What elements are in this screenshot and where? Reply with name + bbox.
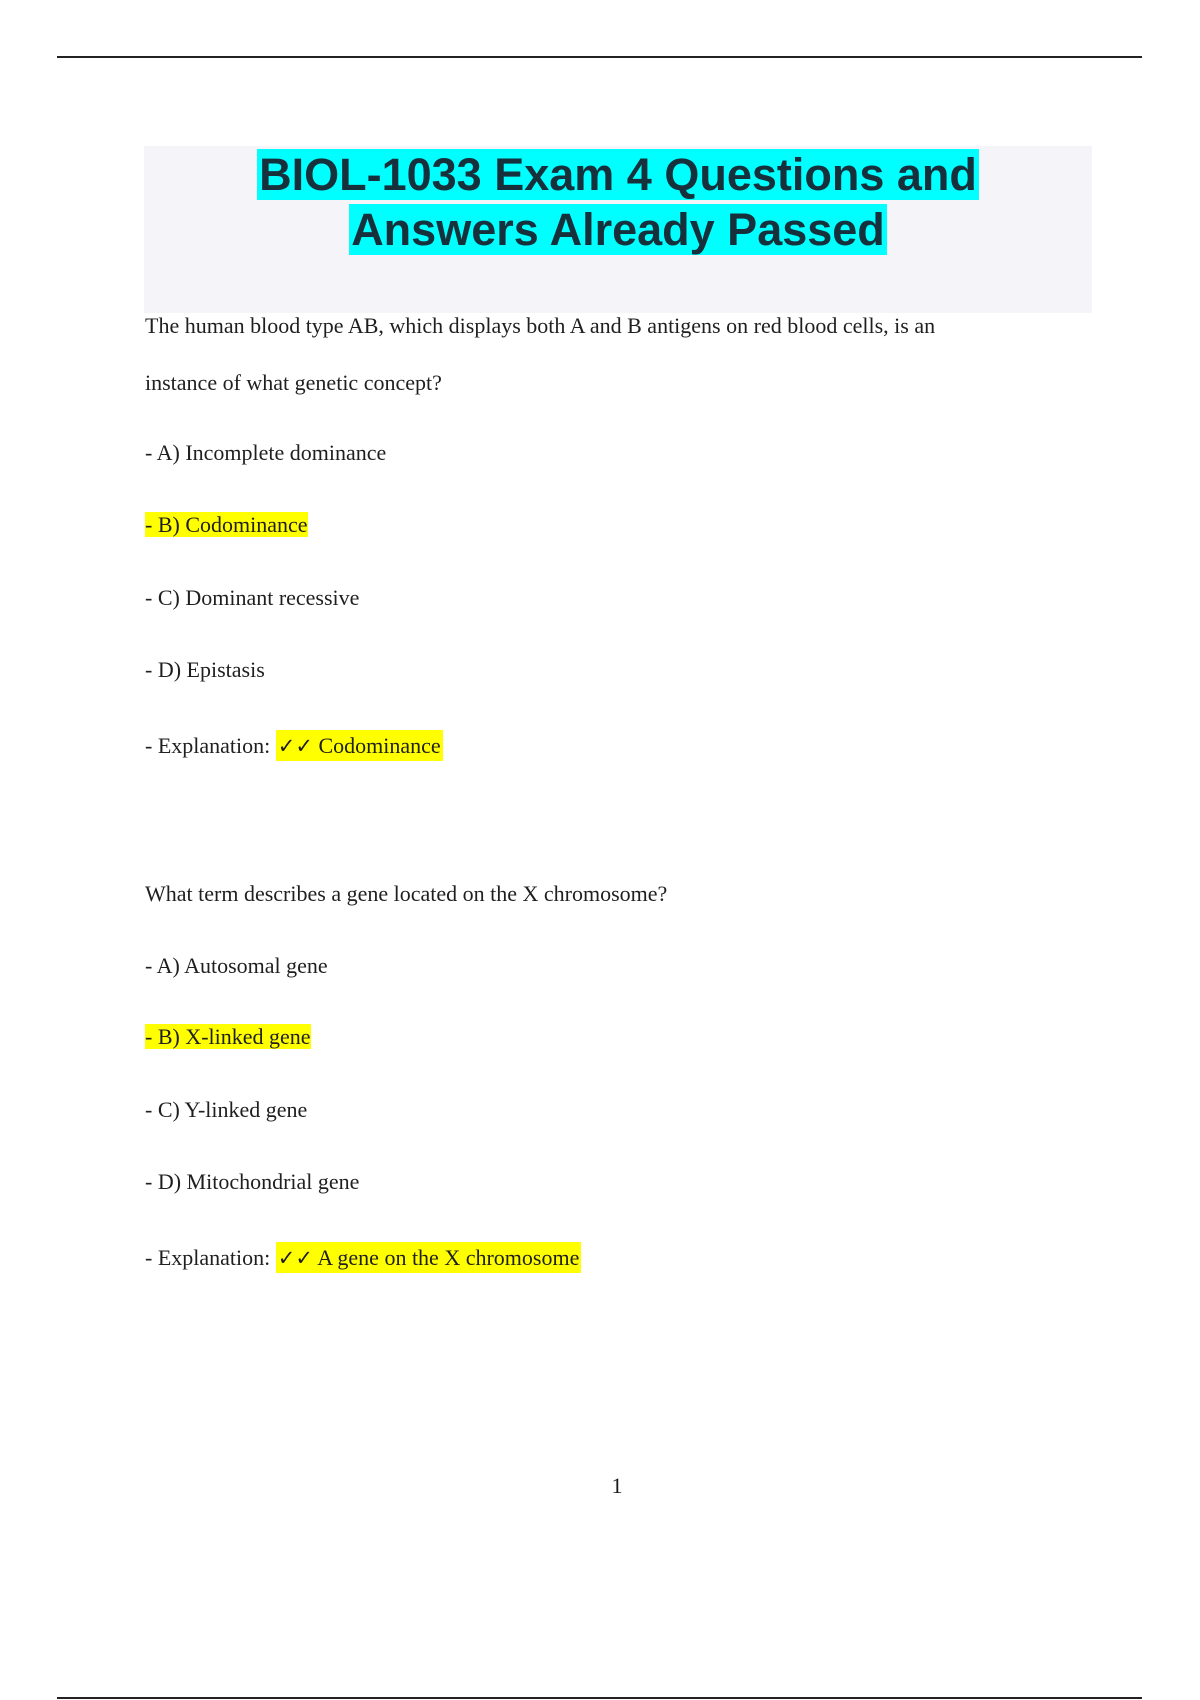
correct-answer-highlight: - B) Codominance [145, 512, 308, 537]
top-rule [57, 56, 1142, 58]
double-check-icon: ✓✓ [277, 1246, 313, 1270]
question-2-option-d: - D) Mitochondrial gene [145, 1169, 360, 1194]
correct-answer-highlight: - B) X-linked gene [145, 1024, 311, 1049]
question-2-option-a: - A) Autosomal gene [145, 953, 328, 978]
question-1-prompt-line-2: instance of what genetic concept? [145, 370, 442, 395]
explanation-label: - Explanation: [145, 733, 276, 758]
page-number: 1 [611, 1473, 623, 1498]
title-banner [144, 146, 1092, 313]
question-2-option-b-correct [145, 1024, 311, 1050]
explanation-answer: Codominance [312, 733, 441, 758]
bottom-rule [57, 1697, 1142, 1699]
question-1-option-d: - D) Epistasis [145, 657, 265, 682]
explanation-answer: A gene on the X chromosome [312, 1245, 580, 1270]
explanation-answer-highlight [276, 1242, 582, 1273]
title-line-1: BIOL-1033 Exam 4 Questions and [259, 149, 977, 200]
question-1-explanation [145, 733, 443, 759]
question-1-option-a: - A) Incomplete dominance [145, 440, 387, 465]
title-line-2: Answers Already Passed [351, 204, 885, 255]
question-2-option-c: - C) Y-linked gene [145, 1097, 308, 1122]
explanation-answer-highlight [276, 730, 443, 761]
question-1-option-b-correct [145, 512, 308, 538]
question-2-explanation [145, 1245, 581, 1271]
double-check-icon: ✓✓ [277, 734, 313, 758]
explanation-label: - Explanation: [145, 1245, 276, 1270]
question-2-prompt-line-1: What term describes a gene located on the X chromosome? [145, 881, 668, 906]
question-1-option-c: - C) Dominant recessive [145, 585, 360, 610]
question-1-prompt-line-1: The human blood type AB, which displays both A and B antigens on red blood cells, is an [145, 313, 936, 338]
document-title [144, 146, 1092, 257]
